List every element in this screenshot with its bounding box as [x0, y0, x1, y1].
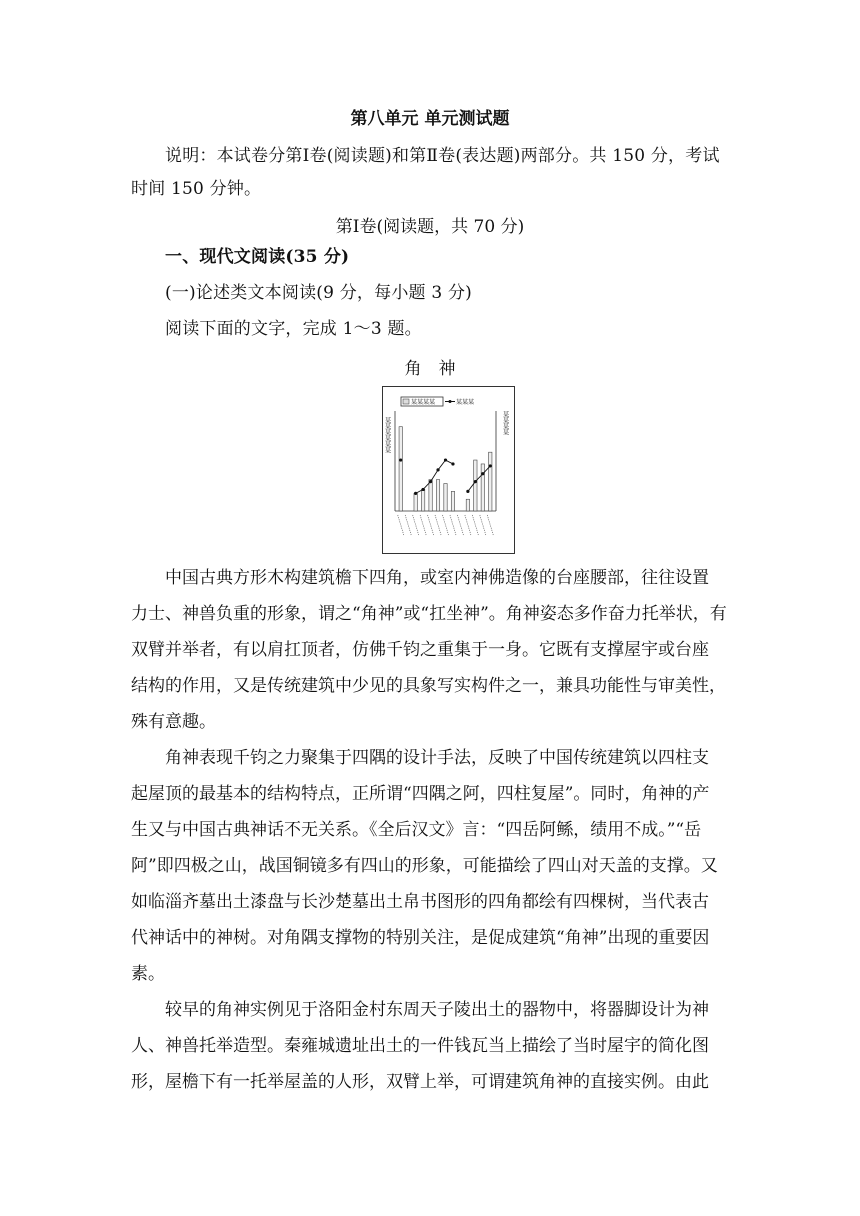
- instruction-line-1: 说明：本试卷分第Ⅰ卷(阅读题)和第Ⅱ卷(表达题)两部分。共 150 分，考试: [165, 146, 720, 166]
- legend-line-label: 某某某: [456, 399, 475, 406]
- x-tick-label: [398, 515, 404, 535]
- paragraph-line: 素。: [131, 964, 165, 984]
- paragraph-line: 角神表现千钧之力聚集于四隅的设计手法，反映了中国传统建筑以四柱支: [131, 748, 709, 768]
- instruction-line-2: 时间 150 分钟。: [131, 179, 262, 199]
- x-tick-label: [443, 515, 449, 535]
- right-axis-label: 某某某某: [501, 411, 509, 435]
- bar: [444, 484, 447, 511]
- paragraph-line: 中国古典方形木构建筑檐下四角，或室内神佛造像的台座腰部，往往设置: [131, 568, 709, 588]
- paragraph-line: 阿”即四极之山，战国铜镜多有四山的形象，可能描绘了四山对天盖的支撑。又: [131, 856, 718, 876]
- x-tick-label: [450, 515, 456, 535]
- x-tick-label: [428, 515, 434, 535]
- paragraph-line: 如临淄齐墓出土漆盘与长沙楚墓出土帛书图形的四角都绘有四棵树，当代表古: [131, 892, 709, 912]
- paragraph-3: [131, 992, 733, 1100]
- bar: [414, 493, 417, 511]
- bar: [436, 480, 439, 511]
- chart-svg: [383, 387, 514, 553]
- series-line: [468, 466, 490, 491]
- bar-series: [399, 427, 492, 511]
- x-tick-label: [457, 515, 463, 535]
- paragraph-line: 较早的角神实例见于洛阳金村东周天子陵出土的器物中，将器脚设计为神: [131, 1000, 709, 1020]
- legend-bar-label: 某某某某: [411, 399, 436, 406]
- paragraph-line: 代神话中的神树。对角隅支撑物的特别关注，是促成建筑“角神”出现的重要因: [131, 928, 710, 948]
- x-tick-label: [413, 515, 419, 535]
- x-tick-label: [465, 515, 471, 535]
- x-tick-label: [435, 515, 441, 535]
- x-tick-label: [405, 515, 411, 535]
- paragraph-line: 力士、神兽负重的形象，谓之“角神”或“扛坐神”。角神姿态多作奋力托举状，有: [131, 604, 727, 624]
- x-tick-label: [480, 515, 486, 535]
- paragraph-2: [131, 740, 733, 992]
- paragraph-1: [131, 560, 733, 740]
- bar: [421, 489, 424, 511]
- bar: [429, 480, 432, 511]
- paragraph-line: 起屋顶的最基本的结构特点，正所谓“四隅之阿，四柱复屋”。同时，角神的产: [131, 784, 710, 804]
- bar: [474, 460, 477, 511]
- sub-heading: (一)论述类文本阅读(9 分，每小题 3 分): [165, 283, 472, 303]
- reading-prompt: 阅读下面的文字，完成 1～3 题。: [165, 319, 422, 339]
- bar: [399, 427, 402, 511]
- x-tick-label: [487, 515, 493, 535]
- x-tick-label: [472, 515, 478, 535]
- paragraph-line: 人、神兽托举造型。秦雍城遗址出土的一件钱瓦当上描绘了当时屋宇的简化图: [131, 1036, 709, 1056]
- line-point: [451, 462, 454, 465]
- volume-title: 第Ⅰ卷(阅读题，共 70 分): [335, 217, 525, 237]
- paragraph-line: 形，屋檐下有一托举屋盖的人形，双臂上举，可谓建筑角神的直接实例。由此: [131, 1072, 709, 1092]
- paragraph-line: 生又与中国古典神话不无关系。《全后汉文》言：“四岳阿鲧，绩用不成。”“岳: [131, 820, 702, 840]
- paragraph-line: 双臂并举者，有以肩扛顶者，仿佛千钧之重集于一身。它既有支撑屋宇或台座: [131, 640, 709, 660]
- bar: [481, 464, 484, 511]
- bar: [489, 452, 492, 511]
- bar: [451, 491, 454, 511]
- part-heading: 一、现代文阅读(35 分): [165, 247, 350, 267]
- bar: [466, 499, 469, 511]
- left-axis-label: 某某某某某某: [383, 417, 391, 453]
- chart-legend: [401, 397, 474, 406]
- page-title: 第八单元 单元测试题: [350, 109, 510, 129]
- paragraph-line: 殊有意趣。: [131, 712, 216, 732]
- embedded-figure: [382, 386, 515, 554]
- line-point: [399, 458, 402, 461]
- article-title: 角 神: [404, 359, 456, 379]
- x-tick-label: [420, 515, 426, 535]
- x-tick-labels: [398, 515, 494, 535]
- paragraph-line: 结构的作用，又是传统建筑中少见的具象写实构件之一，兼具功能性与审美性，: [131, 676, 726, 696]
